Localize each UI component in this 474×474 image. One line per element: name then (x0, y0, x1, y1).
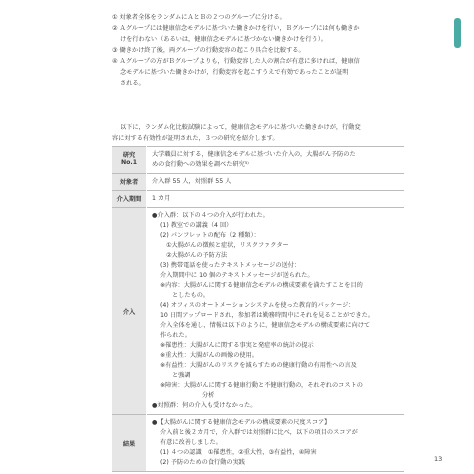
content-line: ②大腸がんの予防方法 (166, 252, 228, 259)
result-row (112, 415, 404, 472)
step-line: けを行わない（あるいは，健康信念モデルに基づかない働きかけを行う）。 (120, 36, 327, 43)
content-line: 作られた。 (160, 332, 191, 339)
subjects-row (112, 174, 404, 191)
content-line: (3) 携帯電話を使ったテキストメッセージの送付： (160, 262, 301, 269)
content-line: (4) オフィスのオートメーションシステムを使った教育的パッケージ： (160, 302, 355, 309)
chapter-tab-marker (454, 18, 461, 48)
study-number: No.1 (120, 159, 138, 166)
content-line: ●対照群：何の介入も受けなかった。 (152, 402, 257, 409)
period-header: 介入期間 (112, 191, 147, 208)
page-number: 13 (434, 455, 443, 463)
study-title-row (112, 147, 404, 174)
content-line: ※有益性：大腸がんのリスクを減らすための健康行動の有用性への言及 (160, 362, 357, 369)
content-line: (1) ４つの認識 ①罹患性，②重大性，③有益性，④障害 (160, 449, 317, 456)
subjects-header: 対象者 (112, 174, 147, 191)
content-line: 介入全体を通し，情報は以下のように，健康信念モデルの構成要素に向けて (160, 322, 371, 329)
intervention-row (112, 208, 404, 415)
procedure-steps (112, 12, 442, 89)
step-line: ④ Ａグループの方がＢグループよりも，行動変容した人の割合が有意に多ければ，健康信 (112, 58, 360, 65)
content-line: ●介入群：以下の４つの介入が行われた。 (152, 212, 269, 219)
content-line: 介入期間中に 10 個のテキストメッセージが送られた。 (160, 272, 314, 279)
content-line: (2) 予防のための食行動の実践 (160, 459, 245, 466)
content-line: (2) パンフレットの配布（2 種類）： (160, 232, 260, 239)
content-line: ※罹患性：大腸がんに関する事実と発症率の統計の提示 (160, 342, 314, 349)
content-line: 10 日間アップロードされ，参加者は勤務時間中にそれを見ることができた。 (160, 312, 374, 319)
study-title (147, 147, 405, 174)
result-content (147, 415, 405, 472)
content-line: ①大腸がんの徴候と症状，リスクファクター (166, 242, 289, 249)
period-row (112, 191, 404, 208)
study-table (112, 146, 404, 472)
intervention-header: 介入 (112, 208, 147, 415)
content-line: ※内容：大腸がんに関する健康信念モデルの構成要素を満たすことを目的 (160, 282, 363, 289)
step-line: 念モデルに基づいた働きかけが，行動変容を起こすうえで有効であったことが証明 (120, 69, 349, 76)
study-number-header (112, 147, 147, 174)
result-header: 結果 (112, 415, 147, 472)
content-line: 有意に改善しました。 (160, 439, 222, 446)
period-value: 1 カ月 (147, 191, 405, 208)
intervention-content (147, 208, 405, 415)
content-line: 分析 (202, 392, 215, 399)
content-line: 介入前と後２カ月で，介入群では対照群に比べ，以下の項目のスコアが (160, 429, 358, 436)
step-line: ③ 働きかけ終了後，両グループの行動変容の起こり具合を比較する。 (112, 47, 305, 54)
content-line: ※重大性：大腸がんの画像の使用。 (160, 352, 258, 359)
content-line: ※障害：大腸がんに関する健康行動と不健康行動の，それぞれのコストの (160, 382, 363, 389)
step-line: ① 対象者全体をランダムにＡとＢの２つのグループに分ける。 (112, 14, 286, 21)
step-line: される。 (120, 80, 145, 87)
study-title-line: めの食行動への効果を調べた研究⁵⁾ (152, 161, 249, 168)
content-line: としたもの。 (172, 292, 209, 299)
study-label: 研究 (122, 152, 136, 159)
content-line: (1) 教室での講義（4 回） (160, 222, 233, 229)
paragraph-line: 容に対する有効性が証明された，３つの研究を紹介します。 (112, 135, 279, 142)
content-line: ●【大腸がんに関する健康信念モデルの構成要素の尺度スコア】 (152, 419, 331, 426)
intro-paragraph (112, 122, 442, 144)
content-line: と強調 (172, 372, 191, 379)
paragraph-line: 以下に，ランダム化比較試験によって，健康信念モデルに基づいた働きかけが，行動変 (120, 124, 361, 131)
study-title-line: 大学職員に対する，健康信念モデルに基づいた介入の，大腸がん予防のた (152, 151, 356, 158)
subjects-value: 介入群 55 人，対照群 55 人 (147, 174, 405, 191)
step-line: ② Ａグループには健康信念モデルに基づいた働きかけを行い，Ｂグループには何も働きか (112, 25, 360, 32)
